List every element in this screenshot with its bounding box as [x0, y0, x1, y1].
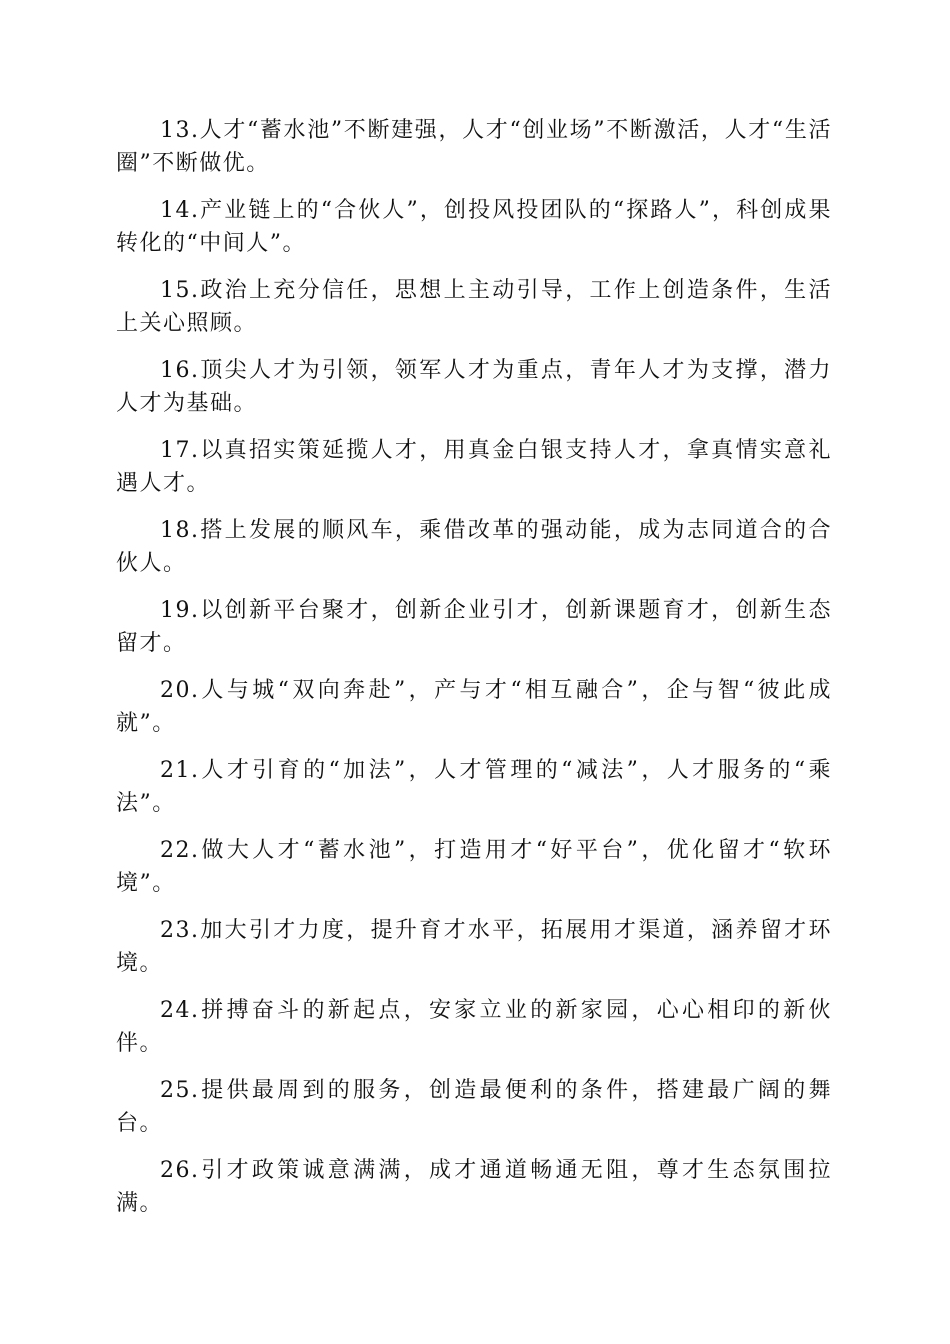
paragraph-15: 15.政治上充分信任，思想上主动引导，工作上创造条件，生活上关心照顾。	[116, 278, 832, 336]
paragraph-19: 19.以创新平台聚才，创新企业引才，创新课题育才，创新生态留才。	[116, 598, 832, 656]
paragraph-20: 20.人与城“双向奔赴”，产与才“相互融合”，企与智“彼此成就”。	[116, 678, 832, 736]
paragraph-25: 25.提供最周到的服务，创造最便利的条件，搭建最广阔的舞台。	[116, 1078, 832, 1136]
document-page	[116, 114, 832, 1234]
paragraph-16: 16.顶尖人才为引领，领军人才为重点，青年人才为支撑，潜力人才为基础。	[116, 358, 832, 416]
paragraph-14: 14.产业链上的“合伙人”，创投风投团队的“探路人”，科创成果转化的“中间人”。	[116, 198, 832, 256]
paragraph-24: 24.拼搏奋斗的新起点，安家立业的新家园，心心相印的新伙伴。	[116, 998, 832, 1056]
paragraph-26: 26.引才政策诚意满满，成才通道畅通无阻，尊才生态氛围拉满。	[116, 1158, 832, 1216]
paragraph-21: 21.人才引育的“加法”，人才管理的“减法”，人才服务的“乘法”。	[116, 758, 832, 816]
paragraph-22: 22.做大人才“蓄水池”，打造用才“好平台”，优化留才“软环境”。	[116, 838, 832, 896]
paragraph-17: 17.以真招实策延揽人才，用真金白银支持人才，拿真情实意礼遇人才。	[116, 438, 832, 496]
paragraph-18: 18.搭上发展的顺风车，乘借改革的强动能，成为志同道合的合伙人。	[116, 518, 832, 576]
paragraph-13: 13.人才“蓄水池”不断建强，人才“创业场”不断激活，人才“生活圈”不断做优。	[116, 118, 832, 176]
paragraph-23: 23.加大引才力度，提升育才水平，拓展用才渠道，涵养留才环境。	[116, 918, 832, 976]
